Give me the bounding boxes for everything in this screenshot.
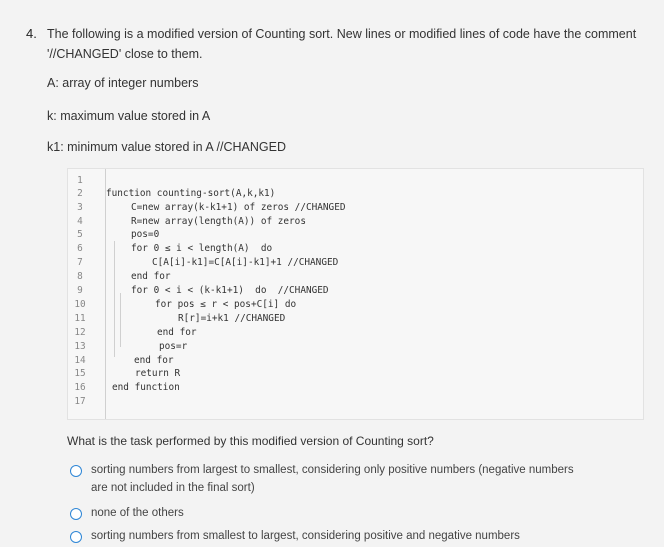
line-number: 7 [77,257,83,268]
line-number: 14 [74,355,86,366]
line-number: 3 [77,202,83,213]
option-label[interactable]: sorting numbers from smallest to largest, considering positive and negative numbers [91,530,520,542]
radio-button[interactable] [70,465,82,477]
code-text: function counting-sort(A,k,k1) [106,188,276,199]
answer-option[interactable] [70,507,590,522]
definition-a: A: array of integer numbers [47,76,199,90]
code-text: pos=0 [131,229,160,240]
code-text: end function [112,382,180,393]
indent-guide [120,293,121,347]
radio-button[interactable] [70,531,82,543]
indent-guide [105,169,106,419]
line-number: 17 [74,396,86,407]
radio-button[interactable] [70,508,82,520]
indent-guide [114,241,115,357]
line-number: 11 [74,313,86,324]
line-number: 5 [77,229,83,240]
line-number: 16 [74,382,86,393]
definition-k: k: maximum value stored in A [47,109,211,123]
code-text: end for [134,355,174,366]
code-text: for 0 < i < (k-k1+1) do //CHANGED [131,285,329,296]
line-number: 4 [77,216,83,227]
line-number: 13 [74,341,86,352]
line-number: 9 [77,285,83,296]
line-number: 2 [77,188,83,199]
question-number: 4. [26,26,37,41]
code-text: end for [131,271,171,282]
code-text: C=new array(k-k1+1) of zeros //CHANGED [131,202,346,213]
code-block [67,168,644,420]
answer-option[interactable] [70,464,590,497]
option-label[interactable]: none of the others [91,507,184,519]
line-number: 8 [77,271,83,282]
code-text: end for [157,327,197,338]
question-prompt: What is the task performed by this modified version of Counting sort? [67,434,434,448]
code-text: return R [135,368,181,379]
code-text: C[A[i]-k1]=C[A[i]-k1]+1 //CHANGED [152,257,339,268]
line-number: 6 [77,243,83,254]
line-number: 10 [74,299,86,310]
code-text: R=new array(length(A)) of zeros [131,216,306,227]
option-label[interactable]: sorting numbers from largest to smallest, considering only positive numbers (negative numbers are not included in the final sort) [91,464,574,494]
answer-option[interactable] [70,530,630,545]
line-number: 15 [74,368,86,379]
code-text: for pos ≤ r < pos+C[i] do [155,299,297,310]
code-text: for 0 ≤ i < length(A) do [131,243,273,254]
definition-k1: k1: minimum value stored in A //CHANGED [47,140,286,154]
line-number: 12 [74,327,86,338]
code-text: R[r]=i+k1 //CHANGED [178,313,286,324]
line-number: 1 [77,175,83,186]
question-intro: The following is a modified version of Counting sort. New lines or modified lines of code have the comment '//CHANGED' close to them. [47,27,637,61]
code-text: pos=r [159,341,188,352]
